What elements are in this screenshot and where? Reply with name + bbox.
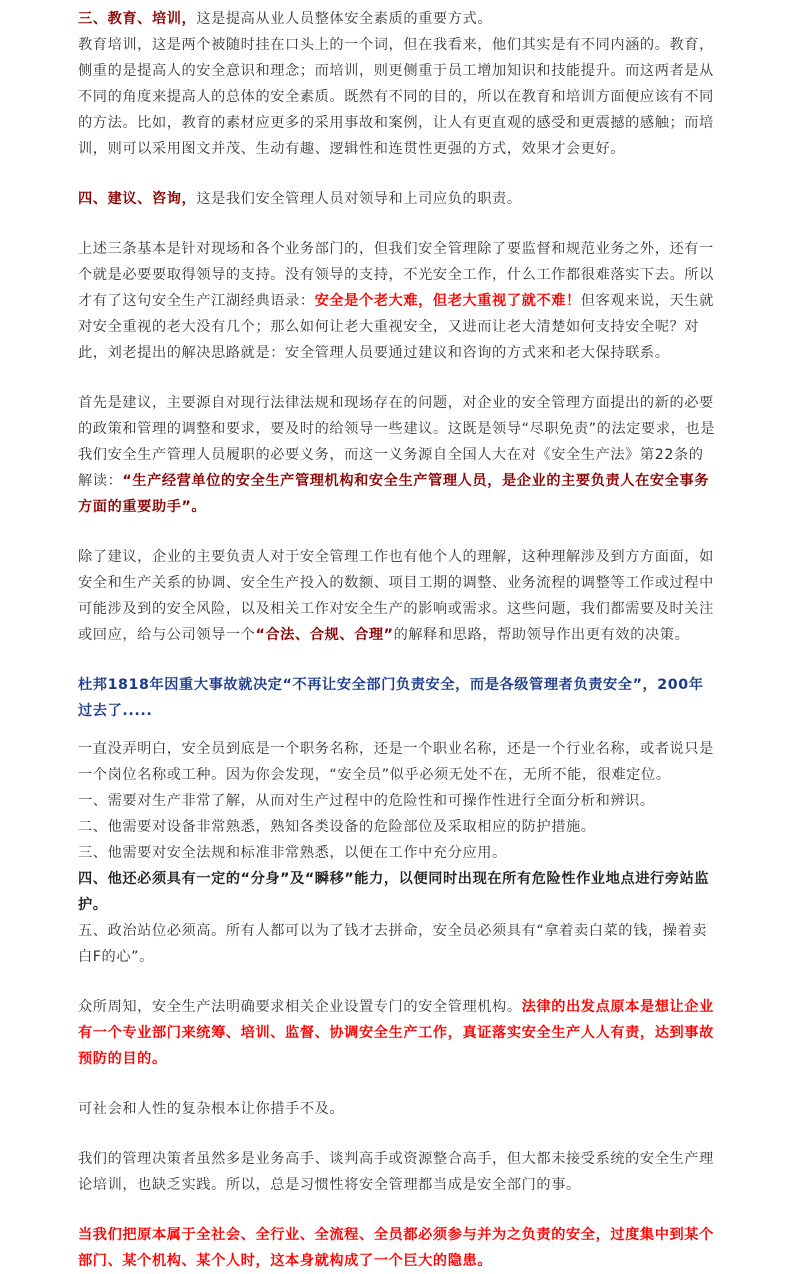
paragraph-managers: 我们的管理决策者虽然多是业务高手、谈判高手或资源整合高手，但大都未接受系统的安全生产理论培训，也缺乏实践。所以，总是习惯性将安全管理都当成是安全部门的事。: [78, 1151, 714, 1193]
paragraph-consultation: [78, 544, 718, 648]
paragraph-text: 上述三条基本是针对现场和各个业务部门的，但我们安全管理除了要监督和规范业务之外，还有一个就是必要要取得领导的支持。没有领导的支持，不光安全工作，什么工作都很难落实下去。所以才有了这句安全生产江湖经典语录：: [78, 241, 714, 309]
paragraph-text: 众所周知，安全生产法明确要求相关企业设置专门的安全管理机构。: [78, 999, 522, 1015]
quote-highlight: 安全是个老大难，但老大重视了就不难！: [314, 293, 581, 309]
paragraph-text: 首先是建议，主要源自对现行法律法规和现场存在的问题，对企业的安全管理方面提出的新的必要的政策和管理的调整和要求，要及时的给领导一些建议。这既是领导“尽职免责”的法定要求，也是我们安全生产管理人员履职的必要义务，而这一义务源自全国人大在对《安全生产法》第22条的解读：: [78, 395, 715, 489]
quote-highlight: “合法、合规、合理”: [255, 627, 394, 643]
section-3-body: 教育培训，这是两个被随时挂在口头上的一个词，但在我看来，他们其实是有不同内涵的。教育，侧重的是提高人的安全意识和理念；而培训，则更侧重于员工增加知识和技能提升。而这两者是从不同的角度来提高人的总体的安全素质。既然有不同的目的，所以在教育和培训方面便应该有不同的方法。比如，教育的素材应更多的采用事故和案例，让人有更直观的感受和更震撼的感触；而培训，则可以采用图文并茂、生动有趣、逻辑性和连贯性更强的方式，效果才会更好。: [78, 37, 714, 157]
closing-warning: 当我们把原本属于全社会、全行业、全流程、全员都必须参与并为之负责的安全，过度集中到某个部门、某个机构、某个人时，这本身就构成了一个巨大的隐患。: [78, 1227, 714, 1269]
article: [78, 6, 718, 1274]
section-4-heading: 四、建议、咨询，: [78, 191, 197, 207]
paragraph-safety-officer: 一直没弄明白，安全员到底是一个职务名称，还是一个职业名称，还是一个行业名称，或者说只是一个岗位名称或工种。因为你会发现，“安全员”似乎必须无处不在，无所不能，很难定位。: [78, 741, 714, 783]
paragraph-leader-support: [78, 236, 718, 366]
list-item-bold: 四、他还必须具有一定的“分身”及“瞬移”能力，以便同时出现在所有危险性作业地点进行旁站监护。: [78, 871, 710, 913]
list-item: 五、政治站位必须高。所有人都可以为了钱才去拼命，安全员必须具有“拿着卖白菜的钱，操着卖白F的心”。: [78, 923, 708, 965]
section-4: [78, 186, 718, 212]
list-item: 三、他需要对安全法规和标准非常熟悉，以便在工作中充分应用。: [78, 845, 507, 861]
paragraph-complexity: 可社会和人性的复杂根本让你措手不及。: [78, 1101, 345, 1117]
law-highlight: 法律的出发点原本是想让企业有一个专业部门来统筹、培训、监督、协调安全生产工作，真证落实安全生产人人有责，达到事故预防的目的。: [78, 999, 714, 1067]
paragraph-law: [78, 994, 718, 1072]
paragraph-text: 除了建议，企业的主要负责人对于安全管理工作也有他个人的理解，这种理解涉及到方方面面，如安全和生产关系的协调、安全生产投入的数额、项目工期的调整、业务流程的调整等工作或过程中可能涉及到的安全风险，以及相关工作对安全生产的影响或需求。这些问题，我们都需要及时关注或回应，给与公司领导一个: [78, 549, 714, 643]
section-4-heading-rest: 这是我们安全管理人员对领导和上司应负的职责。: [196, 191, 522, 207]
paragraph-text: 的解释和思路，帮助领导作出更有效的决策。: [393, 627, 690, 643]
section-3-heading: 三、教育、培训，: [78, 11, 197, 27]
paragraph-suggestion: [78, 390, 718, 520]
list-item: 一、需要对生产非常了解，从而对生产过程中的危险性和可操作性进行全面分析和辨识。: [78, 793, 655, 809]
dupont-heading: 杜邦1818年因重大事故就决定“不再让安全部门负责安全，而是各级管理者负责安全”，200年过去了.....: [78, 677, 704, 719]
paragraph-text: 但客观来说，天生就对安全重视的老大没有几个；那么如何让老大重视安全，又进而让老大清楚如何支持安全呢？对此，刘老提出的解决思路就是：安全管理人员要通过建议和咨询的方式来和老大保持联系。: [78, 293, 714, 361]
section-3-heading-rest: 这是提高从业人员整体安全素质的重要方式。: [196, 11, 493, 27]
quote-highlight: “生产经营单位的安全生产管理机构和安全生产管理人员，是企业的主要负责人在安全事务方面的重要助手”。: [78, 473, 710, 515]
list-item: 二、他需要对设备非常熟悉，熟知各类设备的危险部位及采取相应的防护措施。: [78, 819, 596, 835]
section-3: [78, 6, 718, 32]
